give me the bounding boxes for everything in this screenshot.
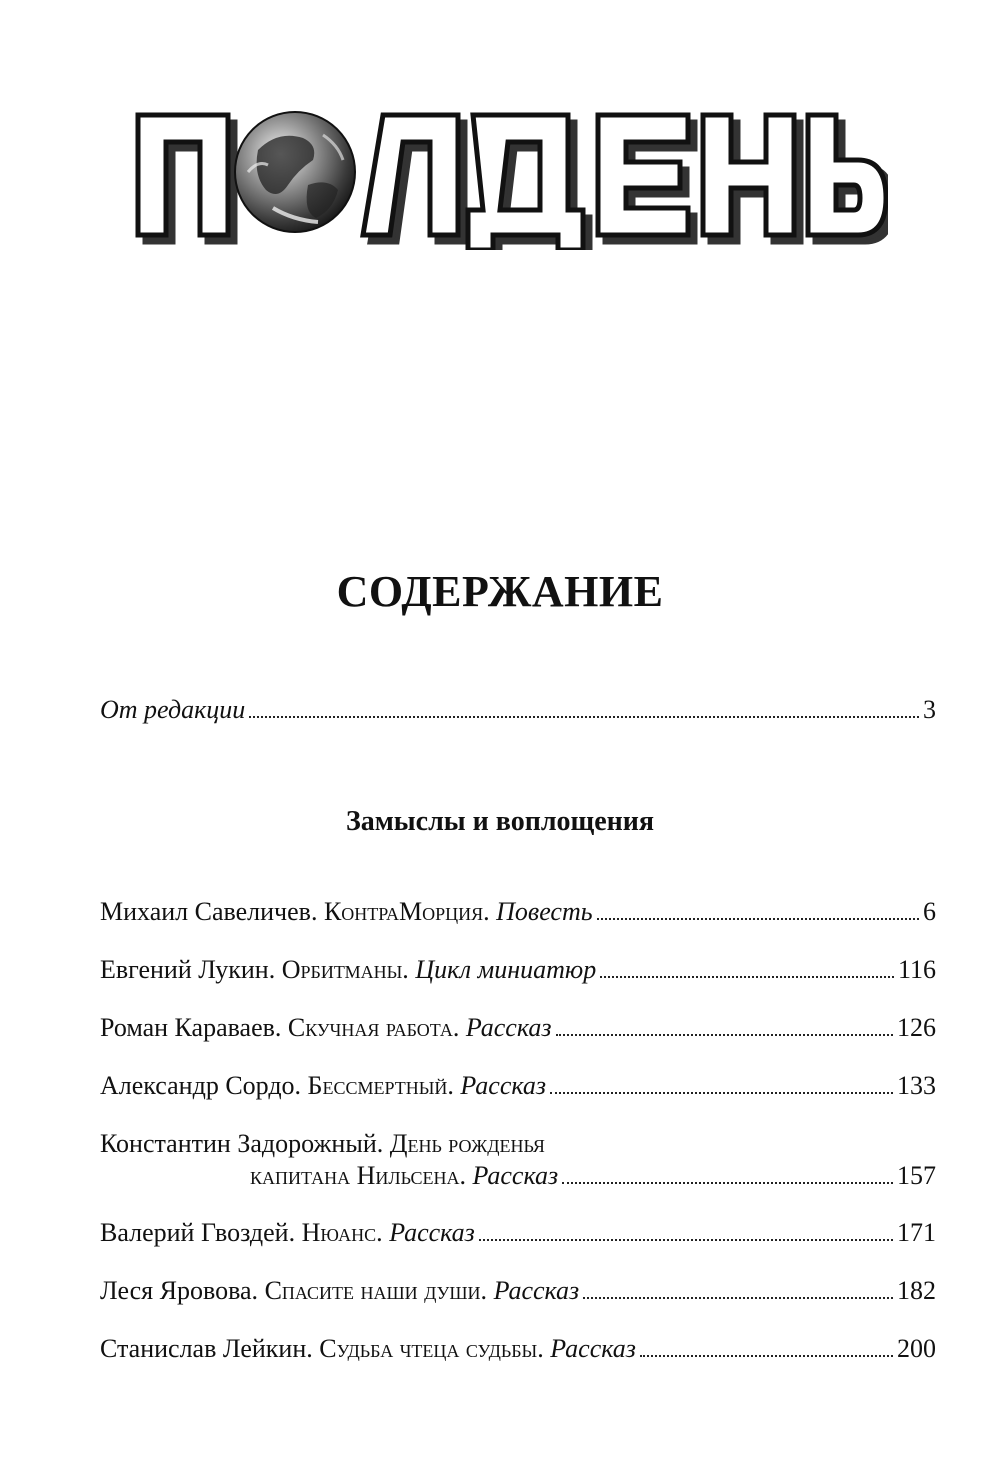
toc-entry-editorial[interactable] [100, 692, 936, 728]
magazine-logo [128, 90, 888, 250]
toc-entry[interactable] [100, 1215, 936, 1251]
toc-entry-genre: Цикл миниатюр [415, 955, 597, 984]
toc-entry-page: 133 [897, 1071, 936, 1100]
toc-entry[interactable] [100, 1010, 936, 1046]
toc-entry-genre: Рассказ [550, 1334, 636, 1363]
dot-leader [600, 976, 894, 978]
toc-entry[interactable] [100, 894, 936, 930]
toc-entry-page: 3 [923, 695, 936, 724]
toc-entry-title: Орбитманы. [281, 955, 409, 984]
toc-entry-author: Валерий Гвоздей. [100, 1218, 296, 1247]
toc-entry-author: Константин Задорожный. [100, 1129, 384, 1158]
toc-entry-genre: Рассказ [472, 1161, 559, 1190]
toc-entry[interactable] [100, 1331, 936, 1367]
toc-entry-second-line[interactable] [250, 1158, 936, 1194]
toc-entry-genre: Рассказ [389, 1218, 475, 1247]
toc-entry-title: Судьба чтеца судьбы. [319, 1334, 544, 1363]
toc-entry-page: 126 [897, 1013, 936, 1042]
section-title: Замыслы и воплощения [345, 806, 655, 837]
toc-entry-title: От редакции [100, 695, 246, 724]
toc-entry-page: 171 [897, 1218, 936, 1247]
toc-entry-genre: Рассказ [465, 1013, 552, 1042]
toc-entry-title: КонтраМорция. [323, 897, 490, 926]
toc-entry-author: Леся Яровова. [100, 1276, 259, 1305]
dot-leader [550, 1092, 893, 1094]
toc-entry-first-line[interactable] [100, 1126, 936, 1162]
toc-entry-author: Александр Сордо. [100, 1071, 302, 1100]
toc-entry-genre: Рассказ [460, 1071, 547, 1100]
dot-leader [479, 1239, 893, 1241]
dot-leader [640, 1355, 893, 1357]
dot-leader [597, 918, 919, 920]
toc-entry-genre: Повесть [496, 897, 593, 926]
toc-entry-title: Скучная работа. [287, 1013, 460, 1042]
dot-leader [249, 716, 919, 718]
dot-leader [556, 1034, 893, 1036]
toc-entry-title: Нюанс. [301, 1218, 383, 1247]
toc-entry[interactable] [100, 952, 936, 988]
dot-leader [562, 1182, 893, 1184]
toc-entry-author: Роман Караваев. [100, 1013, 282, 1042]
toc-entry-page: 6 [923, 897, 936, 926]
toc-entry-author: Михаил Савеличев. [100, 897, 318, 926]
toc-entry-genre: Рассказ [493, 1276, 580, 1305]
dot-leader [583, 1297, 893, 1299]
toc-entry-title-continued: капитана Нильсена. [250, 1161, 466, 1190]
toc-entry[interactable] [100, 1273, 936, 1309]
toc-entry-title: День рожденья [389, 1129, 545, 1158]
toc-entry-title: Спасите наши души. [264, 1276, 488, 1305]
toc-entry-page: 200 [897, 1334, 936, 1363]
toc-entry[interactable] [100, 1068, 936, 1104]
toc-entry-page: 182 [897, 1276, 936, 1305]
toc-entry-page: 116 [897, 955, 936, 984]
toc-entry-title: Бессмертный. [307, 1071, 454, 1100]
logo-artwork [128, 90, 888, 250]
toc-title: СОДЕРЖАНИЕ [336, 567, 664, 616]
toc-entry-author: Станислав Лейкин. [100, 1334, 313, 1363]
toc-entry-page: 157 [897, 1161, 936, 1190]
earth-globe-icon [235, 112, 355, 232]
toc-entry-author: Евгений Лукин. [100, 955, 276, 984]
